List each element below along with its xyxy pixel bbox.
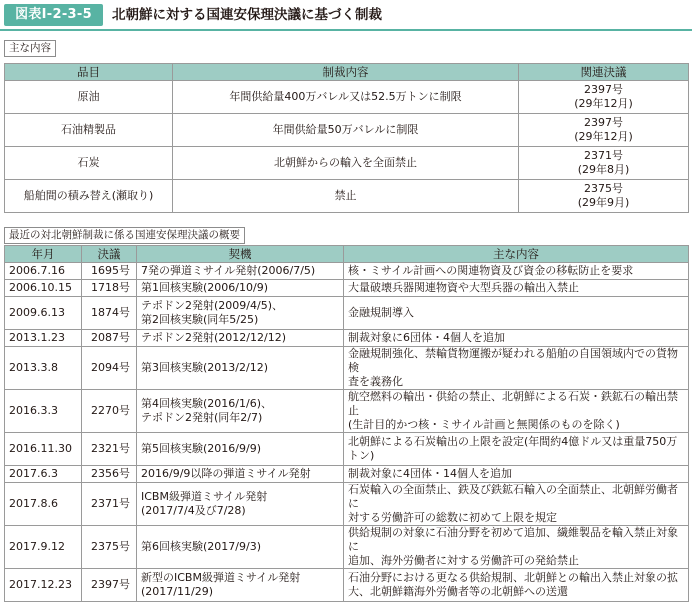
content-line: 査を義務化 (348, 375, 403, 388)
table-row (5, 280, 689, 297)
content-cell (344, 526, 689, 569)
figure-label: 図表Ⅰ-2-3-5 (4, 4, 103, 26)
content-line: 石油分野における更なる供給規制、北朝鮮との輸出入禁止対象の拡 (348, 571, 678, 584)
section-label-main: 主な内容 (4, 40, 56, 57)
resolution-number: 2371号 (584, 149, 623, 162)
column-header-trigger: 契機 (137, 246, 344, 263)
resolution-cell: 2087号 (82, 330, 137, 347)
content-cell: 禁止 (173, 180, 519, 213)
resolution-cell: 2371号 (82, 483, 137, 526)
resolution-cell (519, 180, 689, 213)
resolution-number: 2397号 (584, 83, 623, 96)
content-line: (生計目的かつ核・ミサイル計画と無関係のものを除く) (348, 418, 620, 431)
resolution-cell (519, 81, 689, 114)
content-cell (344, 569, 689, 602)
content-line: 金融規制強化、禁輸貨物運搬が疑われる船舶の自国領域内での貨物検 (348, 347, 678, 374)
trigger-cell (137, 569, 344, 602)
content-cell (344, 483, 689, 526)
date-cell: 2017.12.23 (5, 569, 82, 602)
sanctions-items-table (4, 63, 689, 213)
table-header-row (5, 64, 689, 81)
table-row (5, 526, 689, 569)
content-line: 対する労働許可の総数に初めて上限を規定 (348, 511, 557, 524)
table-row (5, 114, 689, 147)
trigger-line: 2016/9/9以降の弾道ミサイル発射 (141, 467, 311, 480)
table-header-row (5, 246, 689, 263)
resolution-cell: 1695号 (82, 263, 137, 280)
resolution-cell: 2397号 (82, 569, 137, 602)
content-cell (344, 330, 689, 347)
content-line: 航空燃料の輸出・供給の禁止、北朝鮮による石炭・鉄鉱石の輸出禁止 (348, 390, 678, 417)
date-cell: 2013.3.8 (5, 347, 82, 390)
date-cell: 2017.8.6 (5, 483, 82, 526)
trigger-cell (137, 330, 344, 347)
figure-header (0, 0, 692, 28)
column-header-resolution: 決議 (82, 246, 137, 263)
table-row (5, 180, 689, 213)
trigger-cell (137, 466, 344, 483)
resolution-cell: 2270号 (82, 390, 137, 433)
header-divider (0, 29, 692, 31)
date-cell: 2017.6.3 (5, 466, 82, 483)
item-cell: 石油精製品 (5, 114, 173, 147)
content-cell: 年間供給量50万バレルに制限 (173, 114, 519, 147)
trigger-cell (137, 347, 344, 390)
trigger-line: (2017/11/29) (141, 585, 213, 598)
content-line: 金融規制導入 (348, 306, 414, 319)
content-line: トン) (348, 449, 375, 462)
content-cell (344, 280, 689, 297)
column-header-date: 年月 (5, 246, 82, 263)
content-cell (344, 297, 689, 330)
trigger-line: 第6回核実験(2017/9/3) (141, 540, 261, 553)
table-row (5, 569, 689, 602)
resolution-number: 2375号 (584, 182, 623, 195)
table-row (5, 466, 689, 483)
resolution-cell: 2375号 (82, 526, 137, 569)
date-cell: 2016.3.3 (5, 390, 82, 433)
content-line: 核・ミサイル計画への関連物資及び資金の移転防止を要求 (348, 264, 634, 277)
resolution-cell: 2094号 (82, 347, 137, 390)
content-cell: 年間供給量400万バレル又は52.5万トンに制限 (173, 81, 519, 114)
resolutions-table (4, 245, 689, 602)
content-line: 制裁対象に4団体・14個人を追加 (348, 467, 512, 480)
table-row (5, 390, 689, 433)
trigger-line: ICBM級弾道ミサイル発射 (141, 490, 268, 503)
trigger-line: 第4回核実験(2016/1/6)、 (141, 397, 272, 410)
content-line: 北朝鮮による石炭輸出の上限を設定(年間約4億ドル又は重量750万 (348, 435, 678, 448)
trigger-line: テポドン2発射(2009/4/5)、 (141, 299, 283, 312)
content-line: 大量破壊兵器関連物資や大型兵器の輸出入禁止 (348, 281, 579, 294)
trigger-cell (137, 280, 344, 297)
date-cell: 2016.11.30 (5, 433, 82, 466)
table-row (5, 147, 689, 180)
resolution-cell (519, 114, 689, 147)
content-line: 供給規制の対象に石油分野を初めて追加、繊維製品を輸入禁止対象に (348, 526, 678, 553)
trigger-cell (137, 526, 344, 569)
trigger-line: 新型のICBM級弾道ミサイル発射 (141, 571, 301, 584)
item-cell: 原油 (5, 81, 173, 114)
table-row (5, 263, 689, 280)
resolution-number: 2397号 (584, 116, 623, 129)
date-cell: 2017.9.12 (5, 526, 82, 569)
content-line: 制裁対象に6団体・4個人を追加 (348, 331, 505, 344)
item-cell: 船舶間の積み替え(瀬取り) (5, 180, 173, 213)
resolution-date: (29年9月) (577, 196, 630, 209)
content-line: 大、北朝鮮籍海外労働者等の北朝鮮への送還 (348, 585, 568, 598)
resolution-cell (519, 147, 689, 180)
table-row (5, 347, 689, 390)
date-cell: 2009.6.13 (5, 297, 82, 330)
trigger-line: 7発の弾道ミサイル発射(2006/7/5) (141, 264, 316, 277)
item-cell: 石炭 (5, 147, 173, 180)
table-row (5, 81, 689, 114)
trigger-cell (137, 390, 344, 433)
date-cell: 2006.10.15 (5, 280, 82, 297)
resolution-date: (29年12月) (574, 97, 633, 110)
column-header-content: 制裁内容 (173, 64, 519, 81)
table-row (5, 433, 689, 466)
resolution-cell: 1718号 (82, 280, 137, 297)
content-cell (344, 433, 689, 466)
resolution-date: (29年8月) (577, 163, 630, 176)
date-cell: 2006.7.16 (5, 263, 82, 280)
table-row (5, 330, 689, 347)
resolution-date: (29年12月) (574, 130, 633, 143)
content-cell (344, 466, 689, 483)
content-cell (344, 263, 689, 280)
table-row (5, 483, 689, 526)
trigger-line: 第3回核実験(2013/2/12) (141, 361, 268, 374)
trigger-line: 第2回核実験(同年5/25) (141, 313, 259, 326)
content-line: 石炭輸入の全面禁止、鉄及び鉄鉱石輸入の全面禁止、北朝鮮労働者に (348, 483, 678, 510)
column-header-content: 主な内容 (344, 246, 689, 263)
trigger-line: 第5回核実験(2016/9/9) (141, 442, 261, 455)
trigger-cell (137, 297, 344, 330)
trigger-line: (2017/7/4及び7/28) (141, 504, 246, 517)
content-line: 追加、海外労働者に対する労働許可の発給禁止 (348, 554, 579, 567)
trigger-cell (137, 483, 344, 526)
resolution-cell: 2356号 (82, 466, 137, 483)
trigger-cell (137, 433, 344, 466)
content-cell (344, 390, 689, 433)
content-cell (344, 347, 689, 390)
date-cell: 2013.1.23 (5, 330, 82, 347)
figure-title: 北朝鮮に対する国連安保理決議に基づく制裁 (112, 7, 382, 23)
table-row (5, 297, 689, 330)
trigger-cell (137, 263, 344, 280)
section-label-resolutions: 最近の対北朝鮮制裁に係る国連安保理決議の概要 (4, 227, 245, 244)
column-header-item: 品目 (5, 64, 173, 81)
resolution-cell: 2321号 (82, 433, 137, 466)
column-header-resolution: 関連決議 (519, 64, 689, 81)
trigger-line: テポドン2発射(同年2/7) (141, 411, 263, 424)
content-cell: 北朝鮮からの輸入を全面禁止 (173, 147, 519, 180)
trigger-line: 第1回核実験(2006/10/9) (141, 281, 268, 294)
trigger-line: テポドン2発射(2012/12/12) (141, 331, 286, 344)
resolution-cell: 1874号 (82, 297, 137, 330)
